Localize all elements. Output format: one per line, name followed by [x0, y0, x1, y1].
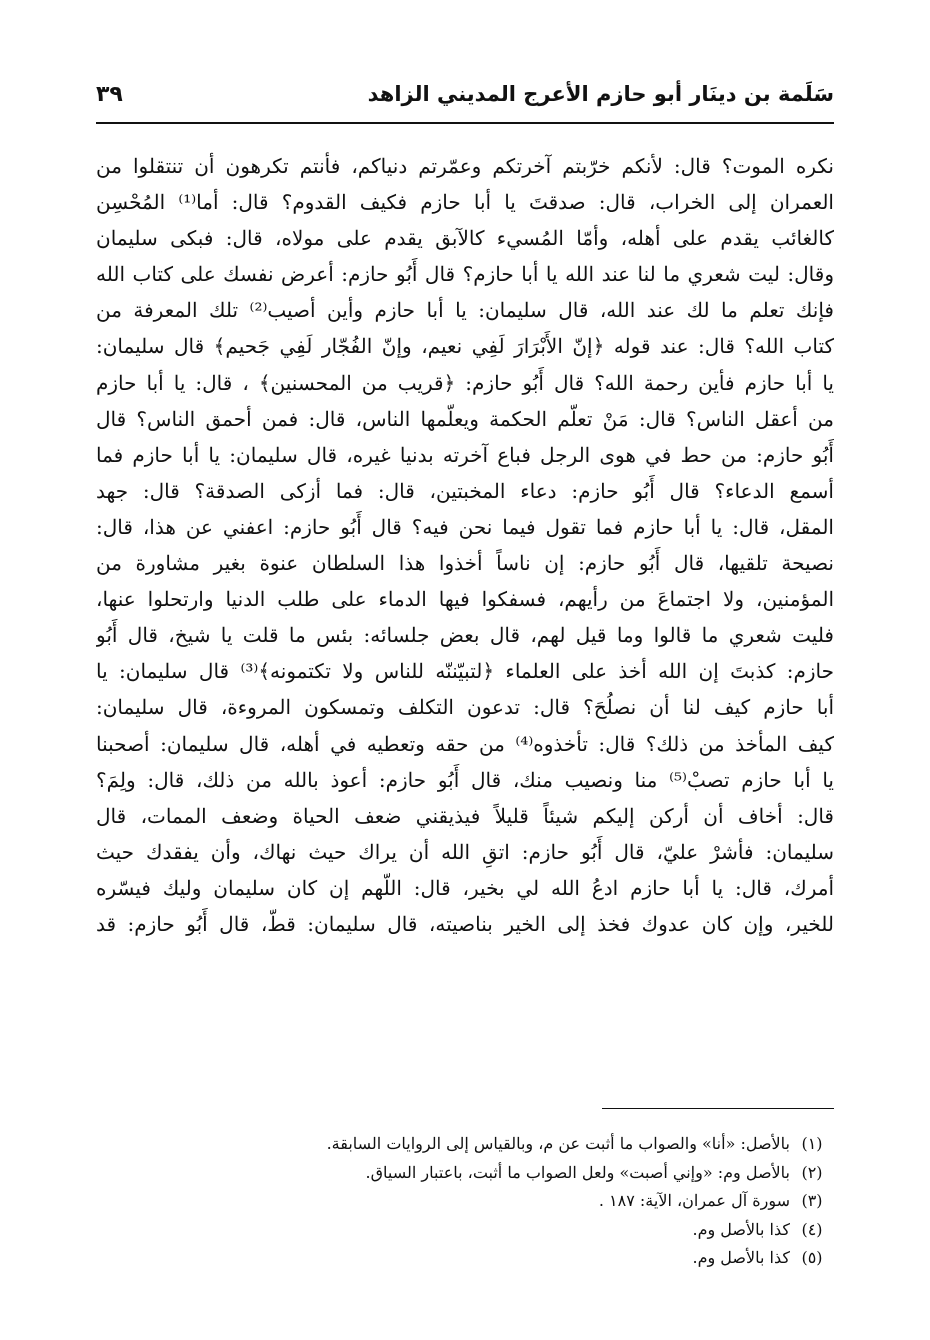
footnote-number: (٢): [801, 1162, 823, 1182]
footnote-text: بالأصل: «أنا» والصواب ما أثبت عن م، وبالقياس إلى الروايات السابقة.: [326, 1134, 790, 1153]
text-line: أَبُو حازم: من حط في هوى الرجل فباع آخرته بدنيا غيره، قال سليمان: يا أبا حازم فما: [96, 442, 834, 467]
footnote-number: (٤): [801, 1219, 823, 1239]
text-line: كيف المأخذ من ذلك؟ قال: تأخذوه⁽⁴⁾ من حقه وتعطيه في أهله، قال سليمان: أصحبنا: [96, 731, 834, 756]
text-line: من أعقل الناس؟ قال: مَنْ تعلّم الحكمة ويعلّمها الناس، قال: فمن أحمق الناس؟ قال: [96, 406, 834, 431]
text-line: للخير، وإن كان عدوك فخذ إلى الخير بناصيته، قال سليمان: قطّ، قال أَبُو حازم: قد: [96, 911, 834, 936]
text-line: المقل، قال: يا أبا حازم فما تقول فيما نحن فيه؟ قال أَبُو حازم: اعفني عن هذا، قال:: [96, 514, 834, 539]
text-line: نكره الموت؟ قال: لأنكم خرّبتم آخرتكم وعمّرتم دنياكم، فأنتم تكرهون أن تنتقلوا من: [96, 154, 834, 178]
footnote-text: سورة آل عمران، الآية: ١٨٧ .: [598, 1191, 790, 1210]
text-line: كالغائب يقدم على أهله، وأمّا المُسيء كالآبق يقدم على مولاه، قال: فبكى سليمان: [96, 226, 834, 251]
body-text: [96, 148, 834, 942]
footnote-rule: [602, 1108, 834, 1109]
footnote-text: كذا بالأصل وم.: [692, 1248, 790, 1267]
text-line: أمرك، قال: يا أبا حازم ادعُ الله لي بخير، قال: اللّهم إن كان سليمان وليك فيسّره: [96, 875, 834, 900]
text-line: فليت شعري ما قالوا وما قيل لهم، قال بعض جلسائه: بئس ما قلت يا شيخ، قال أَبُو: [96, 623, 834, 648]
text-line: نصيحة تلقيها، قال أَبُو حازم: إن ناساً أخذوا هذا السلطان عنوة بغير مشاورة من: [96, 551, 834, 576]
footnote: [96, 1244, 834, 1273]
header-rule: [96, 122, 834, 124]
footnote: [96, 1159, 834, 1188]
text-line: قال: أخاف أن أركن إليكم شيئاً قليلاً فيذيقني ضعف الحياة وضعف الممات، قال: [96, 803, 834, 828]
running-title: سَلَمة بن دينَار أبو حازم الأعرج المديني الزاهد: [367, 82, 834, 106]
footnote-number: (٣): [801, 1191, 823, 1210]
footnote-number: (٥): [801, 1248, 823, 1267]
text-line: العمران إلى الخراب، قال: صدقتَ يا أبا حازم فكيف القدوم؟ قال: أما⁽¹⁾ المُحْسِن: [96, 190, 834, 215]
footnote-number: (١): [801, 1134, 823, 1153]
footnote: [96, 1216, 834, 1245]
text-line: وقال: ليت شعري ما لنا عند الله يا أبا حازم؟ قال أَبُو حازم: أعرض نفسك على كتاب الله: [96, 262, 834, 287]
text-line: كتاب الله؟ قال: عند قوله ﴿إنّ الأَبْرَارَ لَفِي نعيم، وإنّ الفُجّار لَفِي جَحيم﴾ قال سليمان:: [96, 334, 834, 359]
text-line: يا أبا حازم تصبْ⁽⁵⁾ منا ونصيب منك، قال أَبُو حازم: أعوذ بالله من ذلك، قال: ولِمَ؟: [96, 767, 834, 792]
running-header: [96, 78, 834, 118]
text-line: حازم: كذبتَ إن الله أخذ على العلماء ﴿لتبيّننّه للناس ولا تكتمونه﴾⁽³⁾ قال سليمان: يا: [96, 659, 834, 684]
text-line: فإنك تعلم ما لك عند الله، قال سليمان: يا أبا حازم وأين أصيب⁽²⁾ تلك المعرفة من: [96, 298, 834, 323]
text-line: سليمان: فأشرْ عليّ، قال أَبُو حازم: اتقِ الله أن يراك حيث نهاك، وأن يفقدك حيث: [96, 839, 834, 864]
footnote: [96, 1130, 834, 1159]
text-line: أسمع الدعاء؟ قال أَبُو حازم: دعاء المخبتين، قال: فما أزكى الصدقة؟ قال: جهد: [96, 478, 834, 503]
text-line: يا أبا حازم فأين رحمة الله؟ قال أَبُو حازم: ﴿قريب من المحسنين﴾ ، قال: يا أبا حازم: [96, 370, 834, 395]
footnotes: [96, 1130, 834, 1273]
text-line: أبا حازم كيف لنا أن نصلُحَ؟ قال: تدعون التكلف وتمسكون المروءة، قال سليمان:: [96, 695, 834, 720]
footnote-text: بالأصل وم: «وإني أصبت» ولعل الصواب ما أثبت، باعتبار السياق.: [365, 1162, 790, 1182]
footnote: [96, 1187, 834, 1216]
text-line: المؤمنين، ولا اجتماعَ من رأيهم، فسفكوا فيها الدماء على طلب الدنيا وارتحلوا عنها،: [96, 587, 834, 612]
footnote-text: كذا بالأصل وم.: [692, 1219, 790, 1239]
page-number: ٣٩: [96, 82, 123, 107]
